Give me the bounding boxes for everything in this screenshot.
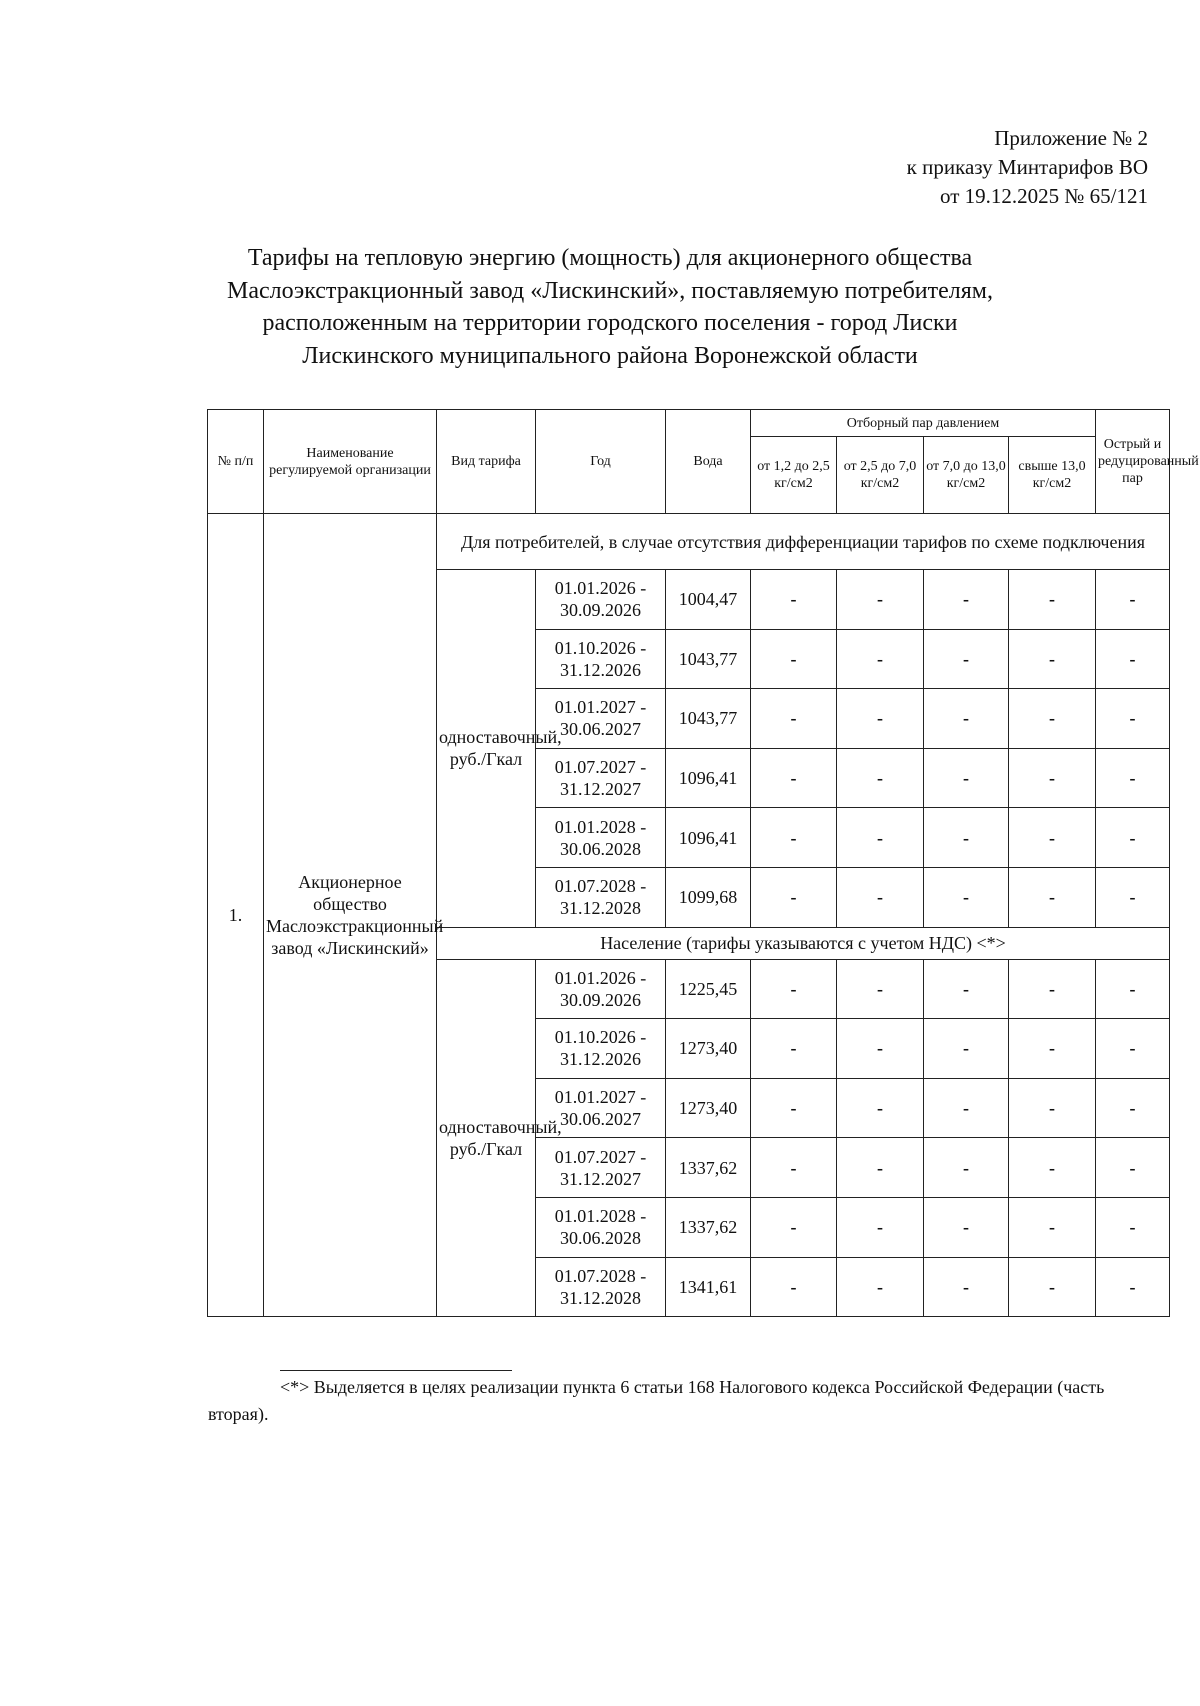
period-cell: 01.01.2028 - 30.06.2028 (536, 1197, 666, 1257)
empty-value-cell: - (751, 570, 837, 630)
empty-value-cell: - (837, 1257, 924, 1317)
empty-value-cell: - (837, 1019, 924, 1079)
water-tariff-cell: 1273,40 (666, 1078, 751, 1138)
empty-value-cell: - (924, 570, 1009, 630)
water-tariff-cell: 1273,40 (666, 1019, 751, 1079)
empty-value-cell: - (924, 808, 1009, 868)
header-p1: от 1,2 до 2,5 кг/см2 (751, 437, 837, 514)
section-title: Население (тарифы указываются с учетом НДС) <*> (437, 927, 1170, 959)
empty-value-cell: - (1096, 1019, 1170, 1079)
water-tariff-cell: 1225,45 (666, 959, 751, 1019)
header-num: № п/п (208, 410, 264, 514)
empty-value-cell: - (837, 748, 924, 808)
empty-value-cell: - (837, 570, 924, 630)
empty-value-cell: - (1009, 1257, 1096, 1317)
tariff-type: одноставочный, руб./Гкал (437, 959, 536, 1317)
empty-value-cell: - (1096, 867, 1170, 927)
footnote: <*> Выделяется в целях реализации пункта 6 статьи 168 Налогового кодекса Российской Федерации (часть вторая). (208, 1377, 1105, 1424)
empty-value-cell: - (751, 748, 837, 808)
empty-value-cell: - (924, 748, 1009, 808)
section-title: Для потребителей, в случае отсутствия дифференциации тарифов по схеме подключения (437, 514, 1170, 570)
empty-value-cell: - (751, 1019, 837, 1079)
footnote-divider (280, 1370, 512, 1371)
title-line: расположенным на территории городского поселения - город Лиски (262, 310, 958, 336)
empty-value-cell: - (837, 867, 924, 927)
water-tariff-cell: 1099,68 (666, 867, 751, 927)
empty-value-cell: - (1096, 629, 1170, 689)
header-steam: Отборный пар давлением (751, 410, 1096, 437)
empty-value-cell: - (924, 689, 1009, 749)
header-water: Вода (666, 410, 751, 514)
empty-value-cell: - (751, 1257, 837, 1317)
empty-value-cell: - (924, 867, 1009, 927)
empty-value-cell: - (1009, 867, 1096, 927)
empty-value-cell: - (1009, 1078, 1096, 1138)
empty-value-cell: - (1009, 748, 1096, 808)
header-p3: от 7,0 до 13,0 кг/см2 (924, 437, 1009, 514)
empty-value-cell: - (1096, 1138, 1170, 1198)
empty-value-cell: - (924, 1197, 1009, 1257)
period-cell: 01.01.2028 - 30.06.2028 (536, 808, 666, 868)
empty-value-cell: - (751, 808, 837, 868)
empty-value-cell: - (837, 689, 924, 749)
row-number: 1. (208, 514, 264, 1317)
title-line: Маслоэкстракционный завод «Лискинский», поставляемую потребителям, (227, 277, 993, 304)
empty-value-cell: - (1009, 1138, 1096, 1198)
empty-value-cell: - (1009, 959, 1096, 1019)
document-title (150, 242, 1070, 372)
water-tariff-cell: 1043,77 (666, 629, 751, 689)
period-cell: 01.01.2026 - 30.09.2026 (536, 959, 666, 1019)
header-sharp: Острый и редуцированный пар (1096, 410, 1170, 514)
empty-value-cell: - (1009, 808, 1096, 868)
empty-value-cell: - (924, 1078, 1009, 1138)
water-tariff-cell: 1341,61 (666, 1257, 751, 1317)
empty-value-cell: - (1009, 570, 1096, 630)
water-tariff-cell: 1043,77 (666, 689, 751, 749)
period-cell: 01.10.2026 - 31.12.2026 (536, 1019, 666, 1079)
title-line: Лискинского муниципального района Воронежской области (302, 342, 918, 369)
water-tariff-cell: 1096,41 (666, 748, 751, 808)
empty-value-cell: - (1096, 689, 1170, 749)
empty-value-cell: - (751, 689, 837, 749)
water-tariff-cell: 1337,62 (666, 1197, 751, 1257)
empty-value-cell: - (751, 629, 837, 689)
organization-name: Акционерное общество Маслоэкстракционный завод «Лискинский» (264, 514, 437, 1317)
empty-value-cell: - (924, 629, 1009, 689)
empty-value-cell: - (1096, 1197, 1170, 1257)
title-line: Тарифы на тепловую энергию (мощность) для акционерного общества (247, 245, 973, 271)
tariff-type: одноставочный, руб./Гкал (437, 570, 536, 928)
annex-line: от 19.12.2025 № 65/121 (939, 184, 1148, 208)
period-cell: 01.07.2027 - 31.12.2027 (536, 1138, 666, 1198)
empty-value-cell: - (837, 1138, 924, 1198)
empty-value-cell: - (751, 959, 837, 1019)
period-cell: 01.07.2028 - 31.12.2028 (536, 867, 666, 927)
empty-value-cell: - (837, 1078, 924, 1138)
empty-value-cell: - (837, 808, 924, 868)
period-cell: 01.07.2028 - 31.12.2028 (536, 1257, 666, 1317)
annex-line: Приложение № 2 (994, 126, 1148, 150)
empty-value-cell: - (1009, 629, 1096, 689)
empty-value-cell: - (751, 1078, 837, 1138)
empty-value-cell: - (924, 1257, 1009, 1317)
empty-value-cell: - (924, 1138, 1009, 1198)
period-cell: 01.01.2026 - 30.09.2026 (536, 570, 666, 630)
empty-value-cell: - (1009, 1197, 1096, 1257)
empty-value-cell: - (1096, 748, 1170, 808)
empty-value-cell: - (1096, 570, 1170, 630)
header-p4: свыше 13,0 кг/см2 (1009, 437, 1096, 514)
empty-value-cell: - (1096, 959, 1170, 1019)
empty-value-cell: - (751, 1197, 837, 1257)
empty-value-cell: - (1096, 1257, 1170, 1317)
period-cell: 01.01.2027 - 30.06.2027 (536, 689, 666, 749)
period-cell: 01.07.2027 - 31.12.2027 (536, 748, 666, 808)
empty-value-cell: - (1096, 1078, 1170, 1138)
header-org: Наименование регулируемой организации (264, 410, 437, 514)
empty-value-cell: - (1009, 689, 1096, 749)
water-tariff-cell: 1096,41 (666, 808, 751, 868)
empty-value-cell: - (751, 867, 837, 927)
period-cell: 01.10.2026 - 31.12.2026 (536, 629, 666, 689)
annex-line: к приказу Минтарифов ВО (906, 155, 1148, 179)
empty-value-cell: - (924, 959, 1009, 1019)
tariff-table (207, 409, 1199, 1317)
header-type: Вид тарифа (437, 410, 536, 514)
empty-value-cell: - (837, 629, 924, 689)
empty-value-cell: - (1096, 808, 1170, 868)
annex-reference (907, 124, 1148, 211)
empty-value-cell: - (751, 1138, 837, 1198)
empty-value-cell: - (1009, 1019, 1096, 1079)
empty-value-cell: - (924, 1019, 1009, 1079)
header-p2: от 2,5 до 7,0 кг/см2 (837, 437, 924, 514)
header-year: Год (536, 410, 666, 514)
water-tariff-cell: 1337,62 (666, 1138, 751, 1198)
period-cell: 01.01.2027 - 30.06.2027 (536, 1078, 666, 1138)
water-tariff-cell: 1004,47 (666, 570, 751, 630)
empty-value-cell: - (837, 1197, 924, 1257)
empty-value-cell: - (837, 959, 924, 1019)
